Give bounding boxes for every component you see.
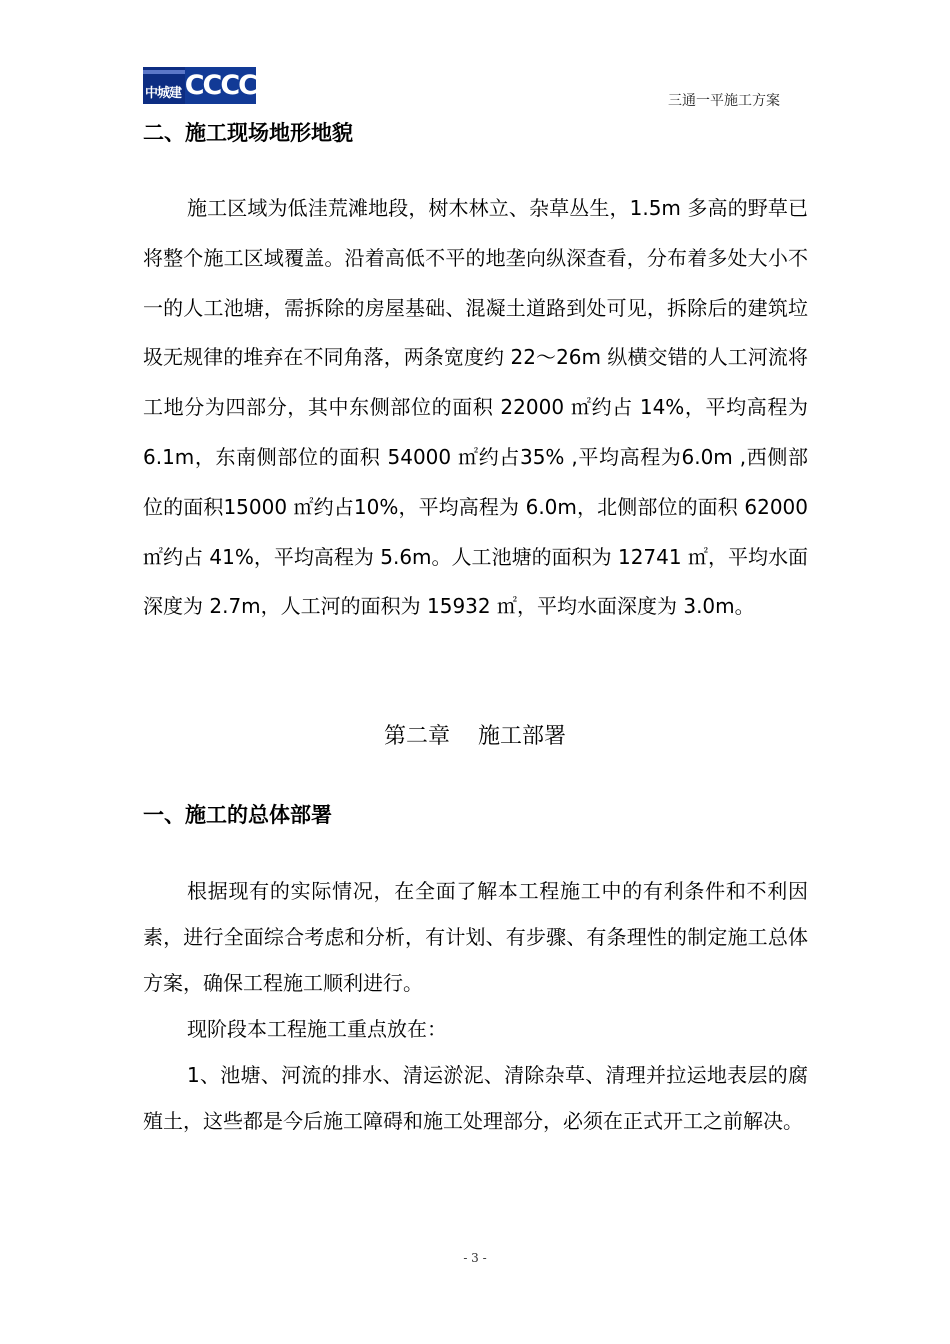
company-logo — [143, 67, 256, 104]
section-heading-overall: 一、施工的总体部署 — [143, 803, 332, 827]
section-heading-terrain: 二、施工现场地形地貌 — [143, 121, 353, 145]
logo-wordmark — [185, 67, 256, 104]
logo-chinese-text: 中城建 — [145, 86, 182, 101]
logo-latin-text: CCCC — [184, 70, 256, 101]
paragraph-focus-item-1: 1、池塘、河流的排水、清运淤泥、清除杂草、清理并拉运地表层的腐殖土，这些都是今后施工障碍和施工处理部分，必须在正式开工之前解决。 — [143, 1063, 808, 1133]
paragraph-focus-intro: 现阶段本工程施工重点放在： — [187, 1017, 447, 1041]
logo-emblem — [143, 67, 185, 104]
page-number: - 3 - — [463, 1251, 487, 1265]
running-header-title: 三通一平施工方案 — [668, 93, 780, 109]
chapter-title: 第二章 施工部署 — [384, 724, 566, 749]
paragraph-terrain: 施工区域为低洼荒滩地段，树木林立、杂草丛生，1.5m 多高的野草已将整个施工区域覆盖。沿着高低不平的地垄向纵深查看，分布着多处大小不一的人工池塘，需拆除的房屋基础、混凝土道路到处可见，拆除后的建筑垃圾无规律的堆弃在不同角落，两条宽度约 22～26m 纵横交错的人工河流将工地分为四部分，其中东侧部位的面积 22000 ㎡约占 14%，平均高程为 6.1m，东南侧部位的面积 54000 ㎡约占35% ,平均高程为6.0m ,西侧部位的面积15000 ㎡约占10%，平均高程为 6.0m，北侧部位的面积 62000 ㎡约占 41%，平均高程为 5.6m。人工池塘的面积为 12741 ㎡，平均水面深度为 2.7m，人工河的面积为 15932 ㎡，平均水面深度为 3.0m。 — [143, 196, 808, 619]
paragraph-overall: 根据现有的实际情况，在全面了解本工程施工中的有利条件和不利因素，进行全面综合考虑和分析，有计划、有步骤、有条理性的制定施工总体方案，确保工程施工顺利进行。 — [143, 879, 808, 995]
